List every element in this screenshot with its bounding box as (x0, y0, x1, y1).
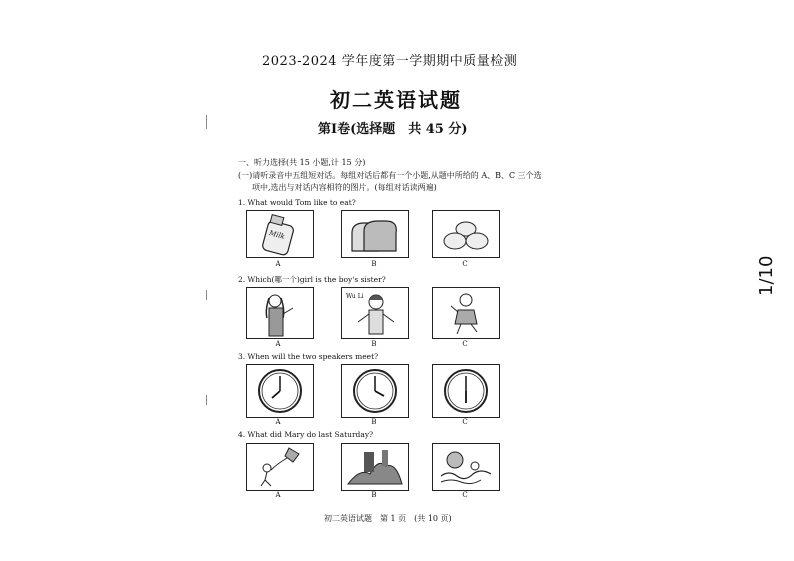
option-label: A (275, 340, 281, 348)
section-title: 第Ⅰ卷(选择题 共 45 分) (318, 122, 468, 137)
option-label: C (462, 260, 468, 268)
option-label: A (275, 260, 281, 268)
option-image[interactable] (246, 287, 314, 339)
option-image[interactable] (432, 443, 500, 491)
eggs-icon (433, 211, 499, 257)
clock-icon (433, 365, 499, 417)
option-image[interactable] (341, 287, 409, 339)
image-label: Wu Li (346, 293, 364, 300)
girl-dancing-icon (433, 288, 499, 338)
visiting-place-icon (342, 444, 408, 490)
option-image[interactable] (246, 210, 314, 258)
exam-header: 2023-2024 学年度第一学期期中质量检测 (262, 54, 518, 69)
swimming-icon (433, 444, 499, 490)
option-label: C (462, 491, 468, 499)
option-label: A (275, 491, 281, 499)
option-image[interactable] (432, 364, 500, 418)
question-text: 4. What did Mary do last Saturday? (238, 430, 374, 439)
clock-icon (247, 365, 313, 417)
question-text: 1. What would Tom like to eat? (238, 198, 356, 207)
clock-icon (342, 365, 408, 417)
option-label: C (462, 418, 468, 426)
milk-label: Milk (268, 229, 286, 241)
part-heading: 一、听力选择(共 15 小题,计 15 分) (238, 158, 366, 167)
bread-icon (342, 211, 408, 257)
instruction-line: (一)请听录音中五组短对话。每组对话后都有一个小题,从题中所给的 A、B、C 三个选 (238, 171, 542, 180)
page-title: 初二英语试题 (330, 88, 462, 112)
girl-long-hair-icon (247, 288, 313, 338)
option-image[interactable] (246, 364, 314, 418)
option-label: C (462, 340, 468, 348)
page-indicator: 1/10 (756, 255, 777, 296)
question-text: 2. Which(哪一个)girl is the boy's sister? (238, 275, 386, 284)
margin-mark (206, 115, 207, 129)
option-image[interactable] (246, 443, 314, 491)
option-label: B (371, 340, 377, 348)
girl-named-wu-li-icon (342, 288, 408, 338)
margin-mark (206, 290, 207, 300)
option-label: A (275, 418, 281, 426)
option-image[interactable] (432, 210, 500, 258)
page-footer: 初二英语试题 第 1 页 (共 10 页) (324, 514, 452, 523)
instruction-line: 项中,选出与对话内容相符的图片。(每组对话读两遍) (252, 183, 437, 192)
flying-kite-icon (247, 444, 313, 490)
option-label: B (371, 491, 377, 499)
question-text: 3. When will the two speakers meet? (238, 352, 379, 361)
option-image[interactable] (341, 210, 409, 258)
margin-mark (206, 395, 207, 405)
option-image[interactable] (432, 287, 500, 339)
option-image[interactable] (341, 364, 409, 418)
option-label: B (371, 260, 377, 268)
option-image[interactable] (341, 443, 409, 491)
option-label: B (371, 418, 377, 426)
